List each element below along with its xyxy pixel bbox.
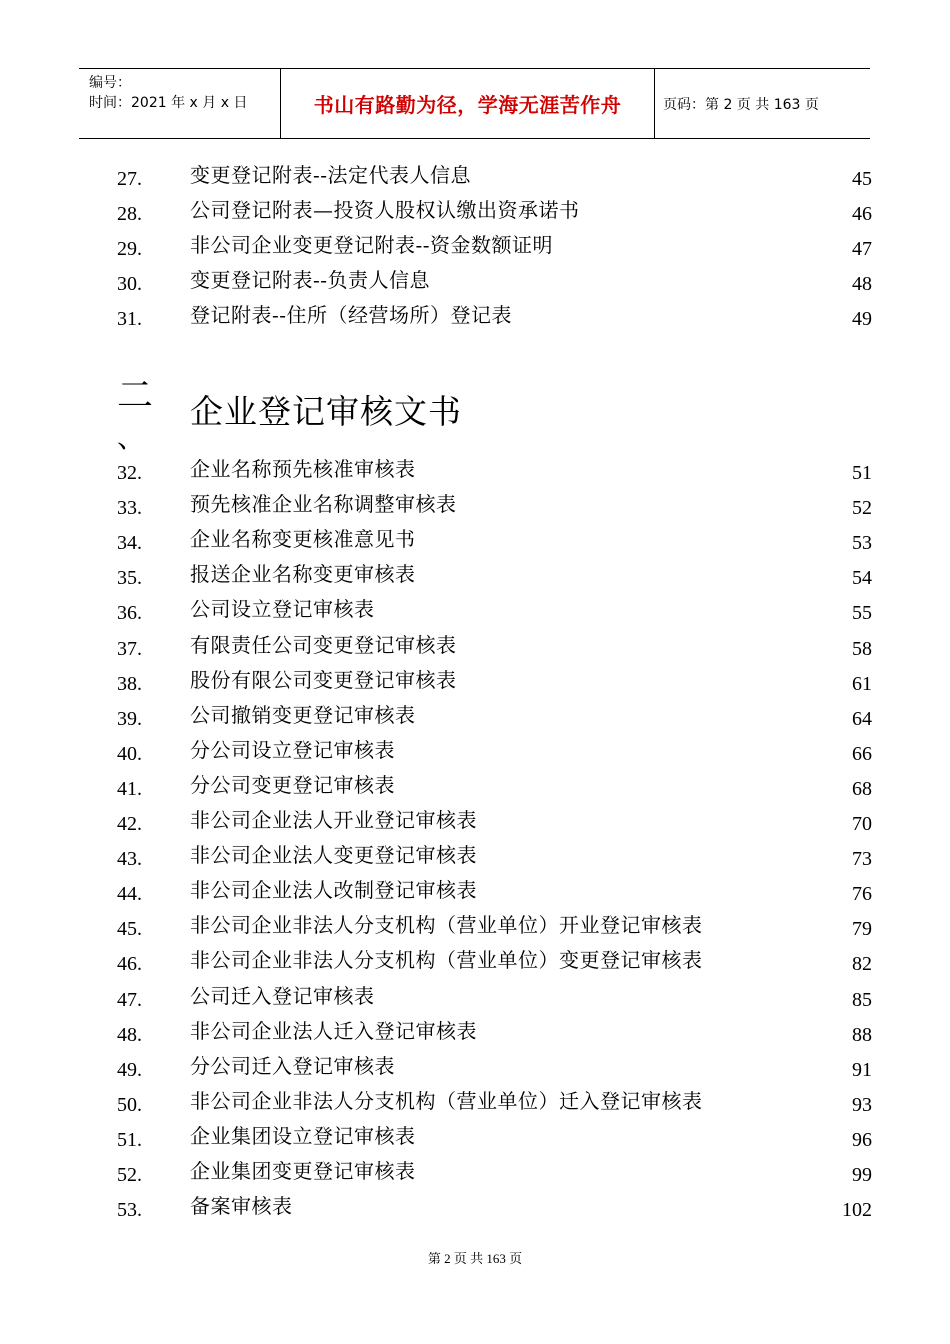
toc-entry-number: 44.: [117, 883, 142, 906]
toc-entry-title: 备案审核表: [190, 1194, 293, 1219]
toc-entry-title: 股份有限公司变更登记审核表: [190, 667, 457, 692]
toc-entry-number: 50.: [117, 1093, 142, 1116]
toc-entry-page: 99: [852, 1164, 872, 1186]
toc-entry-number: 52.: [117, 1164, 142, 1186]
toc-entry-page: 58: [852, 637, 872, 660]
toc-entry-number: 29.: [117, 238, 142, 260]
toc-entry-page: 52: [852, 497, 872, 520]
toc-entry-page: 68: [852, 777, 872, 800]
toc-entry[interactable]: [0, 1085, 950, 1120]
section-mark: 二: [117, 375, 154, 416]
header-page-label: 页码：第 2 页 共 163 页: [663, 96, 819, 113]
toc-entry-number: 38.: [117, 672, 142, 695]
toc-entry-page: 55: [852, 602, 872, 625]
toc-entry[interactable]: [0, 734, 950, 769]
toc-entry-title: 公司迁入登记审核表: [190, 983, 375, 1008]
toc-entry[interactable]: [0, 1155, 950, 1190]
toc-entry[interactable]: [0, 944, 950, 979]
page-footer: 第 2 页 共 163 页: [427, 1251, 523, 1266]
toc-entry-title: 非公司企业法人迁入登记审核表: [190, 1018, 477, 1043]
toc-entry-page: 96: [852, 1128, 872, 1151]
toc-entry[interactable]: [0, 264, 950, 299]
toc-entry-number: 51.: [117, 1128, 142, 1151]
toc-entry-title: 登记附表--住所（经营场所）登记表: [190, 303, 513, 327]
toc-entry-number: 37.: [117, 637, 142, 660]
toc-entry[interactable]: [0, 1190, 950, 1225]
toc-entry-page: 49: [852, 308, 872, 330]
toc-entry[interactable]: [0, 299, 950, 334]
toc-entry-title: 报送企业名称变更审核表: [190, 562, 416, 587]
toc-entry-page: 64: [852, 707, 872, 730]
toc-entry-page: 73: [852, 848, 872, 871]
toc-entry-number: 41.: [117, 777, 142, 800]
page-header: [79, 68, 870, 139]
toc-entry-page: 51: [852, 462, 872, 484]
toc-entry-page: 53: [852, 532, 872, 555]
toc-entry-page: 70: [852, 813, 872, 835]
toc-entry[interactable]: [0, 159, 950, 194]
toc-entry-title: 非公司企业非法人分支机构（营业单位）迁入登记审核表: [190, 1088, 703, 1113]
toc-entry[interactable]: [0, 523, 950, 558]
section-title: 企业登记审核文书: [190, 392, 462, 431]
toc-entry-number: 32.: [117, 462, 142, 484]
toc-entry-number: 43.: [117, 848, 142, 871]
toc-entry[interactable]: [0, 664, 950, 699]
toc-entry-page: 76: [852, 883, 872, 906]
toc-entry-title: 企业名称预先核准审核表: [190, 457, 416, 481]
toc-entry[interactable]: [0, 453, 950, 488]
toc-entry[interactable]: [0, 593, 950, 628]
toc-entry-title: 非公司企业非法人分支机构（营业单位）变更登记审核表: [190, 948, 703, 973]
toc-entry-title: 非公司企业法人变更登记审核表: [190, 843, 477, 868]
toc-entry-page: 48: [852, 273, 872, 295]
toc-entry-title: 企业集团变更登记审核表: [190, 1159, 416, 1183]
toc-entry-title: 非公司企业非法人分支机构（营业单位）开业登记审核表: [190, 913, 703, 938]
toc-entry[interactable]: [0, 629, 950, 664]
toc-entry[interactable]: [0, 909, 950, 944]
toc-entry-number: 47.: [117, 988, 142, 1011]
toc-entry-page: 47: [852, 238, 872, 260]
toc-entry-title: 非公司企业变更登记附表--资金数额证明: [190, 233, 554, 257]
toc-entry-number: 48.: [117, 1023, 142, 1046]
toc-entry-number: 36.: [117, 602, 142, 625]
toc-entry-title: 分公司迁入登记审核表: [190, 1053, 395, 1078]
toc-entry-page: 102: [842, 1199, 872, 1222]
toc-entry-title: 分公司变更登记审核表: [190, 772, 395, 797]
toc-entry-page: 61: [852, 672, 872, 695]
toc-entry[interactable]: [0, 699, 950, 734]
toc-entry-title: 公司登记附表—投资人股权认缴出资承诺书: [190, 198, 580, 222]
toc-entry-title: 分公司设立登记审核表: [190, 737, 395, 762]
toc-entry-number: 30.: [117, 273, 142, 295]
toc-entry-page: 88: [852, 1023, 872, 1046]
toc-entry-page: 79: [852, 918, 872, 941]
toc-entry-page: 91: [852, 1058, 872, 1081]
toc-entry[interactable]: [0, 1120, 950, 1155]
toc-entry-title: 预先核准企业名称调整审核表: [190, 492, 457, 517]
section-number: [117, 376, 153, 458]
toc-entry-title: 变更登记附表--法定代表人信息: [190, 163, 472, 187]
toc-entry-number: 31.: [117, 308, 142, 330]
toc-entry-number: 39.: [117, 707, 142, 730]
toc-entry-title: 有限责任公司变更登记审核表: [190, 632, 457, 657]
toc-entry-number: 33.: [117, 497, 142, 520]
toc-entry-number: 28.: [117, 203, 142, 225]
toc-entry-number: 34.: [117, 532, 142, 555]
toc-entry-title: 公司撤销变更登记审核表: [190, 702, 416, 727]
header-motto: 书山有路勤为径，学海无涯苦作舟: [280, 69, 655, 138]
toc-entry-title: 非公司企业法人开业登记审核表: [190, 808, 477, 832]
toc-entry-number: 35.: [117, 567, 142, 590]
toc-entry-number: 49.: [117, 1058, 142, 1081]
toc-entry-page: 85: [852, 988, 872, 1011]
toc-entry-number: 27.: [117, 168, 142, 190]
toc-entry-page: 46: [852, 203, 872, 225]
header-meta: [89, 73, 279, 113]
toc-entry-title: 企业集团设立登记审核表: [190, 1123, 416, 1148]
toc-entry[interactable]: [0, 980, 950, 1015]
toc-entry[interactable]: [0, 839, 950, 874]
toc-entry-number: 45.: [117, 918, 142, 941]
toc-entry-page: 45: [852, 168, 872, 190]
toc-entry[interactable]: [0, 769, 950, 804]
serial-label: 编号：: [89, 75, 131, 91]
toc-entry-number: 53.: [117, 1199, 142, 1222]
toc-entry[interactable]: [0, 194, 950, 229]
toc-entry[interactable]: [0, 1015, 950, 1050]
toc-entry[interactable]: [0, 874, 950, 909]
toc-entry-page: 54: [852, 567, 872, 590]
toc-entry[interactable]: [0, 488, 950, 523]
toc-entry-title: 企业名称变更核准意见书: [190, 527, 416, 552]
section-comma: 、: [117, 421, 146, 454]
toc-entry-number: 40.: [117, 742, 142, 765]
toc-entry-number: 42.: [117, 813, 142, 835]
toc-entry[interactable]: [0, 229, 950, 264]
time-label: 时间：2021 年 x 月 x 日: [89, 95, 248, 111]
toc-entry-title: 公司设立登记审核表: [190, 597, 375, 622]
toc-entry-page: 93: [852, 1093, 872, 1116]
toc-entry-title: 变更登记附表--负责人信息: [190, 268, 431, 292]
toc-entry[interactable]: [0, 1050, 950, 1085]
toc-entry[interactable]: [0, 804, 950, 839]
toc-entry-title: 非公司企业法人改制登记审核表: [190, 878, 477, 903]
toc-entry[interactable]: [0, 558, 950, 593]
toc-entry-page: 82: [852, 953, 872, 976]
toc-entry-number: 46.: [117, 953, 142, 976]
toc-entry-page: 66: [852, 742, 872, 765]
